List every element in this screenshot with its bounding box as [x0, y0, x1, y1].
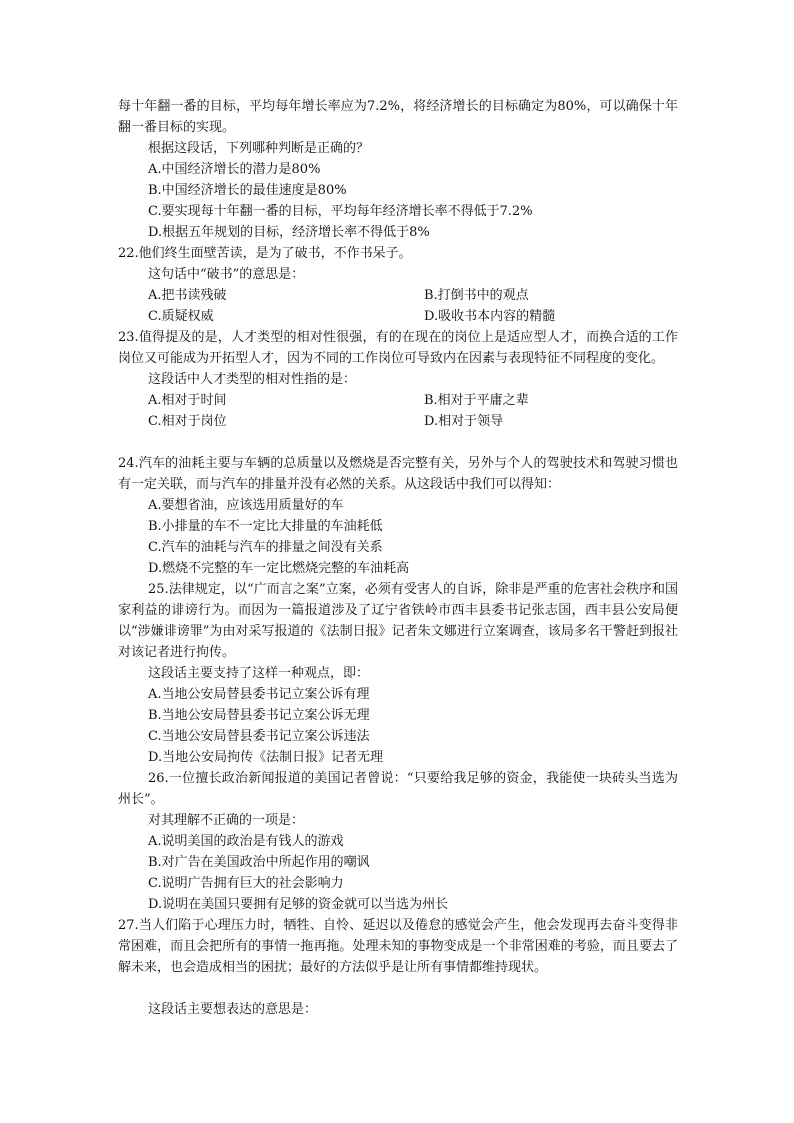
option: C.要实现每十年翻一番的目标，平均每年经济增长率不得低于7.2%	[148, 204, 533, 219]
question-24-text: 24.汽车的油耗主要与车辆的总质量以及燃烧是否完整有关，另外与个人的驾驶技术和驾驶习惯也有一定关联，而与汽车的排量并没有必然的关系。从这段话中我们可以得知：	[118, 456, 678, 492]
option: B.当地公安局替县委书记立案公诉无理	[148, 708, 370, 723]
question-26	[118, 768, 678, 915]
option: A.相对于时间	[148, 393, 227, 408]
option-grid	[118, 390, 678, 432]
question-21-prompt: 根据这段话，下列哪种判断是正确的？	[148, 141, 370, 156]
option: C.当地公安局替县委书记立案公诉违法	[148, 729, 370, 744]
option: D.吸收书本内容的精髓	[424, 309, 556, 324]
option: B.对广告在美国政治中所起作用的嘲讽	[148, 855, 370, 870]
option: D.燃烧不完整的车一定比燃烧完整的车油耗高	[148, 561, 410, 576]
option: B.打倒书中的观点	[424, 288, 529, 303]
question-21	[118, 96, 678, 243]
option: A.中国经济增长的潜力是80%	[148, 162, 321, 177]
option: D.根据五年规划的目标，经济增长率不得低于8%	[148, 225, 430, 240]
question-25-prompt: 这段话主要支持了这样一种观点，即：	[148, 666, 370, 681]
option: A.要想省油，应该选用质量好的车	[148, 498, 344, 513]
question-27-text: 27.当人们陷于心理压力时，牺牲、自怜、延迟以及倦怠的感觉会产生，他会发现再去奋斗变得非常困难，而且会把所有的事情一拖再拖。处理未知的事物变成是一个非常困难的考验，而且要去了解未来，也会造成相当的困扰；最好的方法似乎是让所有事情都维持现状。	[118, 918, 678, 975]
option: A.把书读残破	[148, 288, 227, 303]
option: D.说明在美国只要拥有足够的资金就可以当选为州长	[148, 897, 449, 912]
question-22	[118, 243, 678, 327]
option: D.相对于领导	[424, 414, 504, 429]
question-21-text: 每十年翻一番的目标，平均每年增长率应为7.2%，将经济增长的目标确定为80%，可以确保十年翻一番目标的实现。	[118, 99, 678, 135]
option: C.说明广告拥有巨大的社会影响力	[148, 876, 344, 891]
option: B.中国经济增长的最佳速度是80%	[148, 183, 347, 198]
question-23-prompt: 这段话中人才类型的相对性指的是：	[148, 372, 357, 387]
option: C.相对于岗位	[148, 414, 227, 429]
option: B.小排量的车不一定比大排量的车油耗低	[148, 519, 383, 534]
question-26-text: 26.一位擅长政治新闻报道的美国记者曾说：“只要给我足够的资金，我能使一块砖头当选为州长”。	[118, 771, 678, 807]
question-22-text: 22.他们终生面壁苦读，是为了破书，不作书呆子。	[118, 246, 412, 261]
question-26-prompt: 对其理解不正确的一项是：	[148, 813, 305, 828]
question-24	[118, 453, 678, 579]
question-25-text: 25.法律规定，以“广而言之案”立案，必须有受害人的自诉，除非是严重的危害社会秩序和国家利益的诽谤行为。而因为一篇报道涉及了辽宁省铁岭市西丰县委书记张志国，西丰县公安局便以“涉嫌诽谤罪”为由对采写报道的《法制日报》记者朱文娜进行立案调查，该局多名干警赶到报社对该记者进行拘传。	[118, 582, 678, 660]
question-25	[118, 579, 678, 768]
question-23	[118, 327, 678, 432]
option: C.质疑权威	[148, 309, 214, 324]
option: B.相对于平庸之辈	[424, 393, 529, 408]
question-27	[118, 915, 678, 1020]
question-27-prompt: 这段话主要想表达的意思是：	[148, 1002, 318, 1017]
option: C.汽车的油耗与汽车的排量之间没有关系	[148, 540, 383, 555]
question-23-text: 23.值得提及的是，人才类型的相对性很强，有的在现在的岗位上是适应型人才，而换合适的工作岗位又可能成为开拓型人才，因为不同的工作岗位可导致内在因素与表现特征不同程度的变化。	[118, 330, 678, 366]
option: D.当地公安局拘传《法制日报》记者无理	[148, 750, 384, 765]
option: A.说明美国的政治是有钱人的游戏	[148, 834, 344, 849]
option: A.当地公安局替县委书记立案公诉有理	[148, 687, 370, 702]
option-grid	[118, 285, 678, 327]
question-22-prompt: 这句话中“破书”的意思是：	[148, 267, 305, 282]
